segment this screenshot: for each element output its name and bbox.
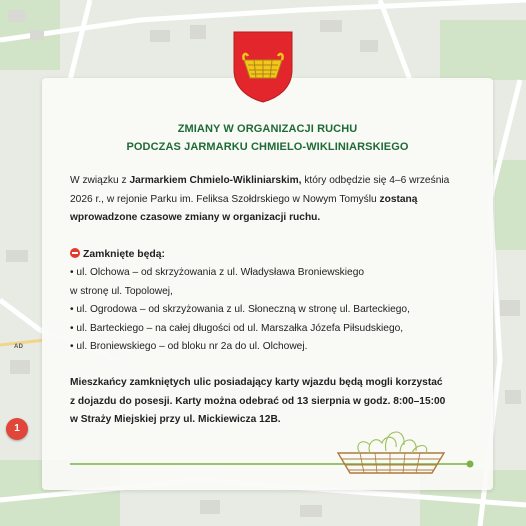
residents-line: Mieszkańcy zamkniętych ulic posiadający karty wjazdu będą mogli korzystać bbox=[70, 377, 443, 388]
intro-line-3 bbox=[70, 211, 320, 224]
intro-text: który odbędzie się 4–6 września bbox=[301, 175, 450, 186]
notice-title-line1: ZMIANY W ORGANIZACJI RUCHU bbox=[177, 123, 358, 135]
map-road-label: AD bbox=[14, 344, 24, 350]
intro-bold-text: Jarmarkiem Chmielo-Wikliniarskim, bbox=[129, 175, 302, 186]
residents-line: z dojazdu do posesji. Karty można odebrać od 13 sierpnia w godz. 8:00–15:00 bbox=[70, 396, 446, 407]
closures-heading bbox=[70, 248, 165, 261]
vine-decoration bbox=[70, 415, 480, 475]
wicker-basket-icon bbox=[338, 432, 444, 473]
closure-item: • ul. Olchowa – od skrzyżowania z ul. Władysława Broniewskiego bbox=[70, 267, 365, 278]
no-entry-icon bbox=[70, 248, 80, 258]
closure-item: • ul. Ogrodowa – od skrzyżowania z ul. Słoneczną w stronę ul. Barteckiego, bbox=[70, 304, 410, 315]
notice-title-line2: PODCZAS JARMARKU CHMIELO-WIKLINIARSKIEGO bbox=[126, 141, 409, 153]
intro-text: W związku z bbox=[70, 175, 130, 186]
intro-line-2 bbox=[70, 193, 417, 206]
intro-bold-text: zostaną bbox=[379, 194, 418, 205]
residents-line: w Straży Miejskiej przy ul. Mickiewicza 12B. bbox=[70, 414, 281, 425]
closures-heading-label: Zamknięte będą: bbox=[83, 249, 165, 260]
closure-item: w stronę ul. Topolowej, bbox=[70, 286, 173, 297]
closure-item: • ul. Barteckiego – na całej długości od ul. Marszałka Józefa Piłsudskiego, bbox=[70, 323, 404, 334]
intro-line-1 bbox=[70, 174, 449, 187]
coat-of-arms-icon bbox=[232, 30, 294, 104]
map-marker-icon[interactable]: 1 bbox=[6, 418, 28, 440]
intro-text: 2026 r., w rejonie Parku im. Feliksa Szołdrskiego w Nowym Tomyślu bbox=[70, 194, 380, 205]
intro-bold-text: wprowadzone czasowe zmiany w organizacji ruchu. bbox=[70, 212, 321, 223]
closure-item: • ul. Broniewskiego – od bloku nr 2a do ul. Olchowej. bbox=[70, 341, 308, 352]
